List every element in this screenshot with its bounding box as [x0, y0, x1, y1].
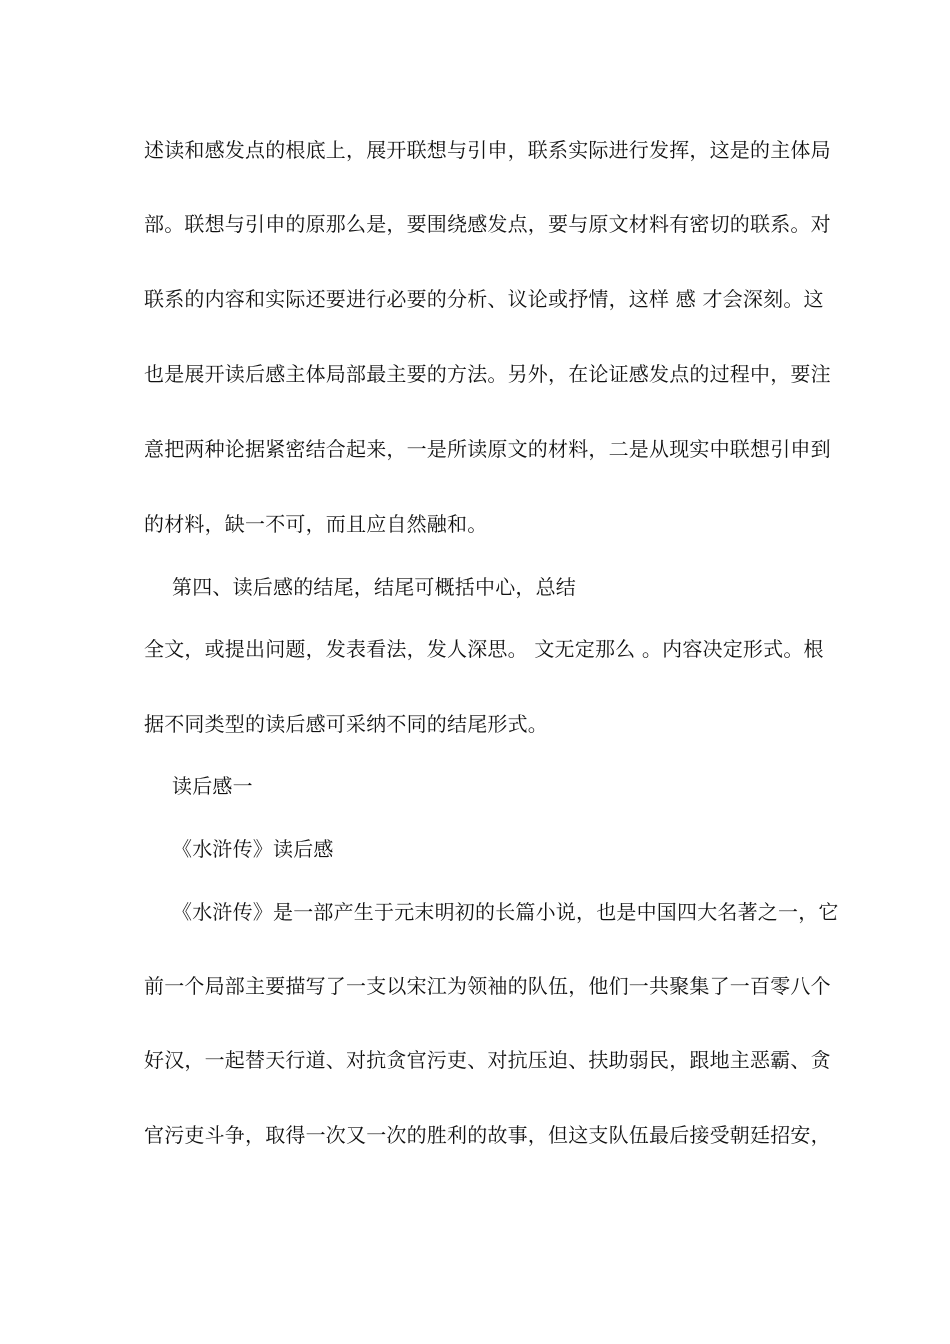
- essay-label: 读后感一: [172, 774, 253, 798]
- body-text-line: 的材料，缺一不可，而且应自然融和。: [144, 512, 488, 536]
- body-text-line: 全文，或提出问题，发表看法，发人深思。 文无定那么 。内容决定形式。根: [144, 637, 824, 661]
- essay-title: 《水浒传》读后感: [172, 837, 334, 861]
- body-text-line: 述读和感发点的根底上，展开联想与引申，联系实际进行发挥，这是的主体局: [144, 138, 831, 162]
- body-text-line: 也是展开读后感主体局部最主要的方法。另外，在论证感发点的过程中，要注: [144, 362, 831, 386]
- body-text-line: 前一个局部主要描写了一支以宋江为领袖的队伍，他们一共聚集了一百零八个: [144, 974, 831, 998]
- body-text-line: 据不同类型的读后感可采纳不同的结尾形式。: [144, 712, 548, 736]
- section-heading: 第四、读后感的结尾，结尾可概括中心，总结: [172, 575, 576, 599]
- body-text-line: 好汉，一起替天行道、对抗贪官污吏、对抗压迫、扶助弱民，跟地主恶霸、贪: [144, 1048, 831, 1072]
- body-text-line: 官污吏斗争，取得一次又一次的胜利的故事，但这支队伍最后接受朝廷招安，: [144, 1123, 831, 1147]
- body-text-line: 意把两种论据紧密结合起来，一是所读原文的材料，二是从现实中联想引申到: [144, 437, 831, 461]
- body-text-line: 《水浒传》是一部产生于元末明初的长篇小说，也是中国四大名著之一，它: [172, 900, 839, 924]
- body-text-line: 部。联想与引申的原那么是，要围绕感发点，要与原文材料有密切的联系。对: [144, 212, 831, 236]
- body-text-line: 联系的内容和实际还要进行必要的分析、议论或抒情，这样 感 才会深刻。这: [144, 287, 824, 311]
